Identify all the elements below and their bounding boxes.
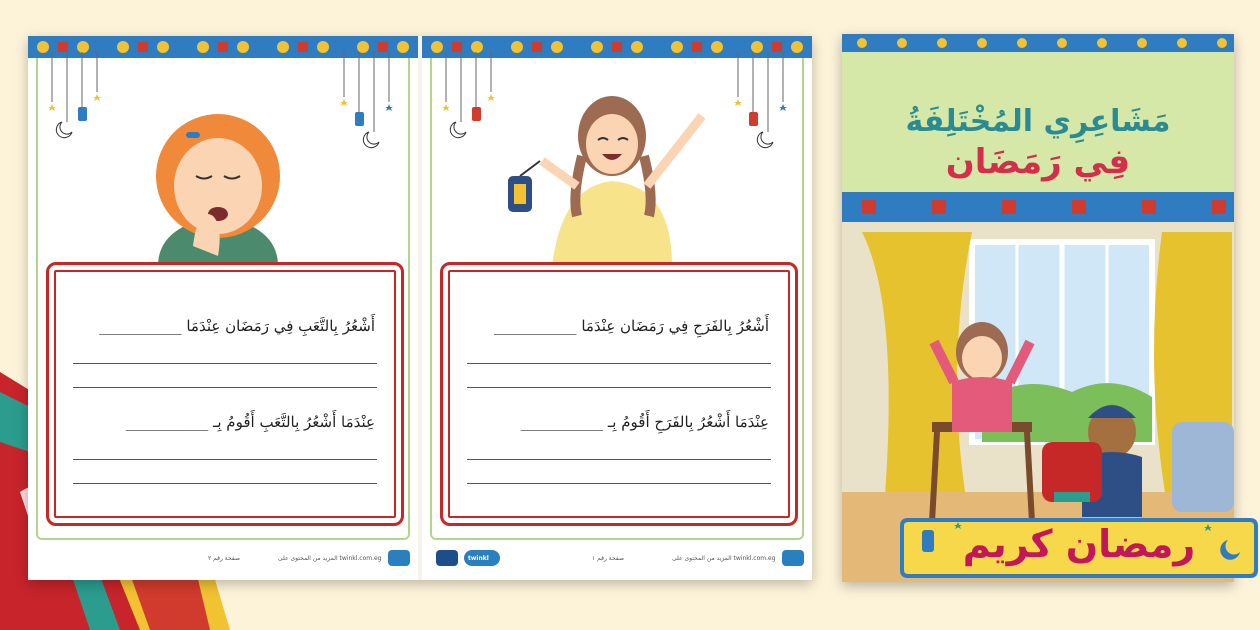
brand-name: twinkl — [468, 555, 489, 562]
page-footer — [422, 546, 812, 572]
open-booklet-spread — [28, 36, 812, 580]
footer-link: المزيد من المحتوى على twinkl.com.eg — [672, 555, 776, 562]
garland-decoration — [842, 34, 1234, 52]
answer-line — [467, 363, 771, 364]
answer-line — [73, 387, 377, 388]
worksheet-page-happy — [422, 36, 812, 580]
worksheet-page-tired — [28, 36, 418, 580]
booklet-cover — [842, 34, 1234, 582]
page-number: صفحة رقم ١ — [592, 555, 625, 562]
answer-line — [467, 483, 771, 484]
prompt-when-tired: أَشْعُرُ بِالتَّعَبِ فِي رَمَضَان عِنْدَمَا ___________ — [99, 317, 375, 335]
cover-title-line1: مَشَاعِرِي المُخْتَلِفَةُ — [905, 104, 1171, 139]
answer-line — [73, 459, 377, 460]
page-footer — [28, 546, 418, 572]
twinkl-logo-icon — [388, 550, 410, 566]
cover-title-line2: فِي رَمَضَان — [945, 142, 1131, 182]
footer-link: المزيد من المحتوى على twinkl.com.eg — [278, 555, 382, 562]
prompt-happy-action: عِنْدَمَا أَشْعُرُ بِالفَرَحِ أَقُومُ بِـ ___________ — [520, 413, 769, 431]
prompt-when-happy: أَشْعُرُ بِالفَرَحِ فِي رَمَضَان عِنْدَمَا ___________ — [494, 317, 769, 335]
writing-card — [440, 262, 798, 526]
writing-card — [46, 262, 404, 526]
twinkl-logo-icon — [782, 550, 804, 566]
qr-code-icon — [436, 550, 458, 566]
banner-text: رمضان كريم — [962, 522, 1196, 566]
page-number: صفحة رقم ٢ — [208, 555, 241, 562]
answer-line — [73, 363, 377, 364]
tired-girl-illustration — [28, 36, 418, 266]
answer-line — [467, 459, 771, 460]
answer-line — [467, 387, 771, 388]
ramadan-kareem-banner — [898, 510, 1260, 586]
prompt-tired-action: عِنْدَمَا أَشْعُرُ بِالتَّعَبِ أَقُومُ بِـ ___________ — [125, 413, 375, 431]
answer-line — [73, 483, 377, 484]
happy-girl-illustration — [422, 36, 812, 266]
